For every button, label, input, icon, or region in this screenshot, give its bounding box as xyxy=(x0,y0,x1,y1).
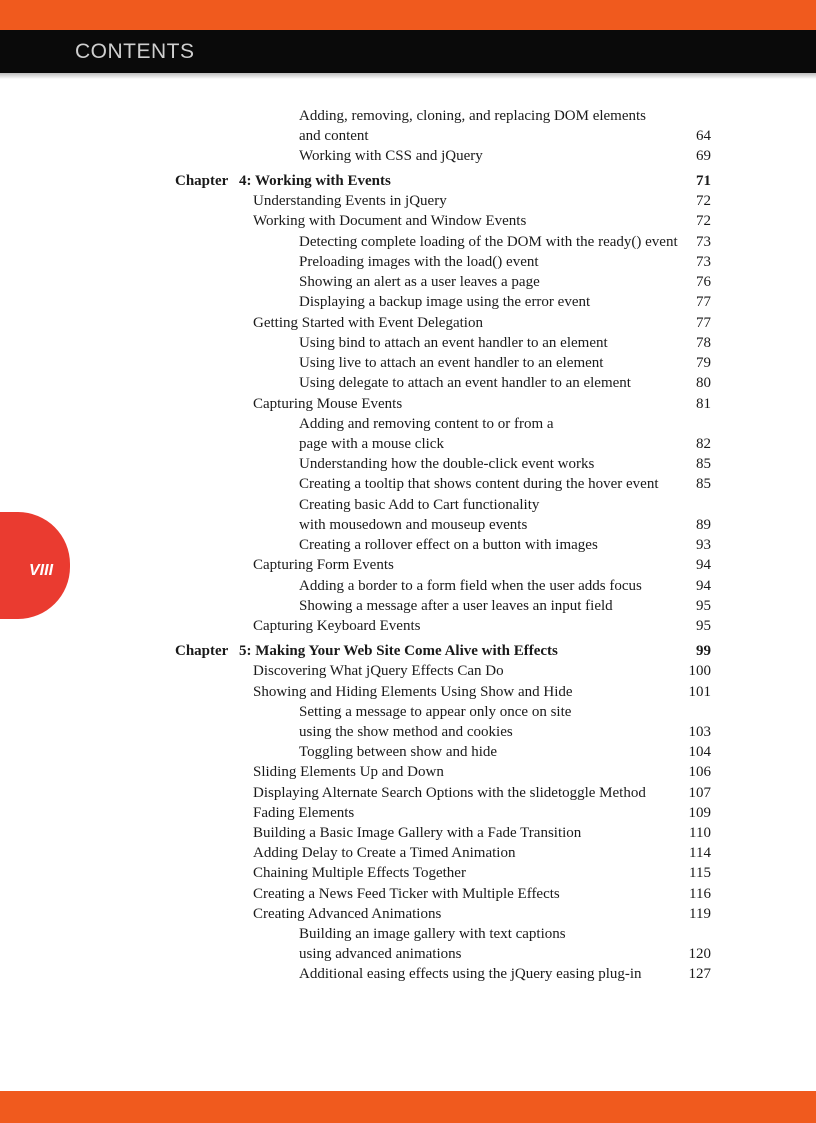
toc-entry-page: 114 xyxy=(689,845,711,861)
toc-entry xyxy=(253,616,711,636)
toc-entry-page: 80 xyxy=(696,375,711,391)
toc-entry-page: 93 xyxy=(696,537,711,553)
toc-entry-page: 78 xyxy=(696,335,711,351)
toc-entry-page: 100 xyxy=(688,663,711,679)
toc-entry-page: 95 xyxy=(696,598,711,614)
toc-entry-title: Using live to attach an event handler to an element xyxy=(299,355,604,371)
toc-entry xyxy=(299,414,711,434)
bottom-accent-stripe xyxy=(0,1091,816,1123)
toc-entry-page: 76 xyxy=(696,274,711,290)
toc-entry-page: 72 xyxy=(696,213,711,229)
toc-entry-title: using advanced animations xyxy=(299,946,462,962)
chapter-label: Chapter xyxy=(175,643,229,659)
toc-entry-title: Creating basic Add to Cart functionality xyxy=(299,497,540,513)
toc-entry-page: 94 xyxy=(696,578,711,594)
toc-entry-title: Showing an alert as a user leaves a page xyxy=(299,274,540,290)
toc-entry-title: Creating a News Feed Ticker with Multiple Effects xyxy=(253,886,560,902)
toc-entry xyxy=(299,106,711,126)
toc-entry-page: 127 xyxy=(688,966,711,982)
toc-entry-title: Preloading images with the load() event xyxy=(299,254,539,270)
toc-entry-title: Using delegate to attach an event handler to an element xyxy=(299,375,631,391)
toc-entry-page: 73 xyxy=(696,254,711,270)
toc-entry-title: Showing and Hiding Elements Using Show and Hide xyxy=(253,684,573,700)
toc-entry-page xyxy=(703,414,711,434)
toc-entry-page: 104 xyxy=(688,744,711,760)
toc-entry xyxy=(299,333,711,353)
toc-entry-page: 99 xyxy=(696,643,711,659)
toc-entry xyxy=(299,722,711,742)
toc-entry-title: Sliding Elements Up and Down xyxy=(253,764,444,780)
toc-entry xyxy=(253,394,711,414)
toc-entry-page: 120 xyxy=(688,946,711,962)
toc-entry-title: 4: Working with Events xyxy=(239,173,391,189)
toc-entry xyxy=(253,904,711,924)
toc-entry xyxy=(299,434,711,454)
toc-entry xyxy=(253,661,711,681)
toc-entry-title: Working with Document and Window Events xyxy=(253,213,527,229)
toc-entry xyxy=(299,292,711,312)
toc-entry-page: 64 xyxy=(696,128,711,144)
toc-entry-page: 79 xyxy=(696,355,711,371)
toc-entry xyxy=(299,126,711,146)
toc-entry-page: 106 xyxy=(688,764,711,780)
toc-entry-page: 71 xyxy=(696,173,711,189)
toc-entry-title: Getting Started with Event Delegation xyxy=(253,315,483,331)
toc-entry-title: using the show method and cookies xyxy=(299,724,513,740)
toc-entry-title: Toggling between show and hide xyxy=(299,744,498,760)
toc-entry-title: Adding and removing content to or from a xyxy=(299,416,554,432)
toc-entry xyxy=(299,964,711,984)
toc-entry-page: 72 xyxy=(696,193,711,209)
toc-entry-title: Understanding how the double-click event works xyxy=(299,456,595,472)
toc-entry-title: page with a mouse click xyxy=(299,436,444,452)
toc-entry xyxy=(253,863,711,883)
toc-entry-title: Displaying Alternate Search Options with the slidetoggle Method xyxy=(253,785,646,801)
toc-entry xyxy=(253,762,711,782)
toc-entry-title: Showing a message after a user leaves an input field xyxy=(299,598,613,614)
toc-entry xyxy=(253,682,711,702)
toc-entry xyxy=(299,252,711,272)
toc-entry-page: 103 xyxy=(688,724,711,740)
toc-entry-title: Creating Advanced Animations xyxy=(253,906,442,922)
toc-entry-title: Understanding Events in jQuery xyxy=(253,193,447,209)
toc-entry-page: 110 xyxy=(689,825,711,841)
toc-entry-title: Creating a rollover effect on a button with images xyxy=(299,537,598,553)
toc-entry xyxy=(299,454,711,474)
page-title: CONTENTS xyxy=(75,40,195,63)
toc-entry xyxy=(299,353,711,373)
toc-entry-title: Additional easing effects using the jQuery easing plug-in xyxy=(299,966,642,982)
toc-entry xyxy=(299,702,711,722)
toc-entry-title: Detecting complete loading of the DOM with the ready() event xyxy=(299,234,678,250)
toc-entry xyxy=(299,474,711,494)
toc-entry-title: and content xyxy=(299,128,369,144)
toc-entry-title: Using bind to attach an event handler to an element xyxy=(299,335,608,351)
toc-entry-page: 115 xyxy=(689,865,711,881)
toc-entry-title: Displaying a backup image using the error event xyxy=(299,294,591,310)
toc-entry-page: 89 xyxy=(696,517,711,533)
toc-entry-title: Capturing Form Events xyxy=(253,557,394,573)
toc-entry-title: Building an image gallery with text captions xyxy=(299,926,566,942)
toc-entry-page xyxy=(703,924,711,944)
toc-entry-title: with mousedown and mouseup events xyxy=(299,517,528,533)
toc-chapter-heading xyxy=(175,641,711,661)
toc-entry-page: 81 xyxy=(696,396,711,412)
toc-entry-page: 107 xyxy=(688,785,711,801)
toc-entry-page: 85 xyxy=(696,456,711,472)
toc-entry-page: 77 xyxy=(696,294,711,310)
toc-entry-page: 85 xyxy=(696,476,711,492)
toc-entry xyxy=(299,596,711,616)
toc-entry xyxy=(299,535,711,555)
toc-entry xyxy=(299,924,711,944)
toc-entry xyxy=(253,313,711,333)
toc-entry-page: 109 xyxy=(688,805,711,821)
toc-entry xyxy=(253,803,711,823)
toc-entry xyxy=(299,576,711,596)
toc-entry xyxy=(299,232,711,252)
toc-entry-page: 119 xyxy=(689,906,711,922)
toc-entry-title: Chaining Multiple Effects Together xyxy=(253,865,466,881)
toc-entry xyxy=(253,783,711,803)
toc-entry-title: Creating a tooltip that shows content during the hover event xyxy=(299,476,659,492)
toc-entry-page xyxy=(703,702,711,722)
toc-entry-title: Discovering What jQuery Effects Can Do xyxy=(253,663,504,679)
toc-entry xyxy=(299,272,711,292)
toc-entry-title: Adding a border to a form field when the user adds focus xyxy=(299,578,642,594)
page-number: VIII xyxy=(29,562,54,579)
toc-entry-page: 73 xyxy=(696,234,711,250)
toc-entry-page: 77 xyxy=(696,315,711,331)
toc-entry-title: Building a Basic Image Gallery with a Fade Transition xyxy=(253,825,582,841)
toc-entry-page: 95 xyxy=(696,618,711,634)
toc-entry-title: 5: Making Your Web Site Come Alive with Effects xyxy=(239,643,558,659)
toc-entry-page: 116 xyxy=(689,886,711,902)
toc-entry-title: Capturing Mouse Events xyxy=(253,396,403,412)
toc-chapter-heading xyxy=(175,171,711,191)
toc-entry xyxy=(299,742,711,762)
toc-entry-title: Setting a message to appear only once on site xyxy=(299,704,572,720)
toc-entry xyxy=(299,515,711,535)
toc-entry-page: 82 xyxy=(696,436,711,452)
toc-entry-page: 101 xyxy=(688,684,711,700)
chapter-label: Chapter xyxy=(175,173,229,189)
toc-entry-page: 94 xyxy=(696,557,711,573)
toc-entry xyxy=(253,884,711,904)
toc-entry xyxy=(253,843,711,863)
toc-entry xyxy=(299,146,711,166)
toc-entry xyxy=(253,191,711,211)
toc-entry-page xyxy=(703,495,711,515)
toc-entry-title: Capturing Keyboard Events xyxy=(253,618,421,634)
toc-entry xyxy=(299,373,711,393)
toc-entry xyxy=(253,823,711,843)
toc-entry xyxy=(299,495,711,515)
toc-entry xyxy=(299,944,711,964)
toc-entry-title: Working with CSS and jQuery xyxy=(299,148,483,164)
toc-entry-title: Adding Delay to Create a Timed Animation xyxy=(253,845,516,861)
toc-entry xyxy=(253,555,711,575)
toc-entry xyxy=(253,211,711,231)
toc-entry-page: 69 xyxy=(696,148,711,164)
toc-entry-title: Adding, removing, cloning, and replacing DOM elements xyxy=(299,108,647,124)
toc-entry-page xyxy=(703,106,711,126)
toc-entry-title: Fading Elements xyxy=(253,805,355,821)
